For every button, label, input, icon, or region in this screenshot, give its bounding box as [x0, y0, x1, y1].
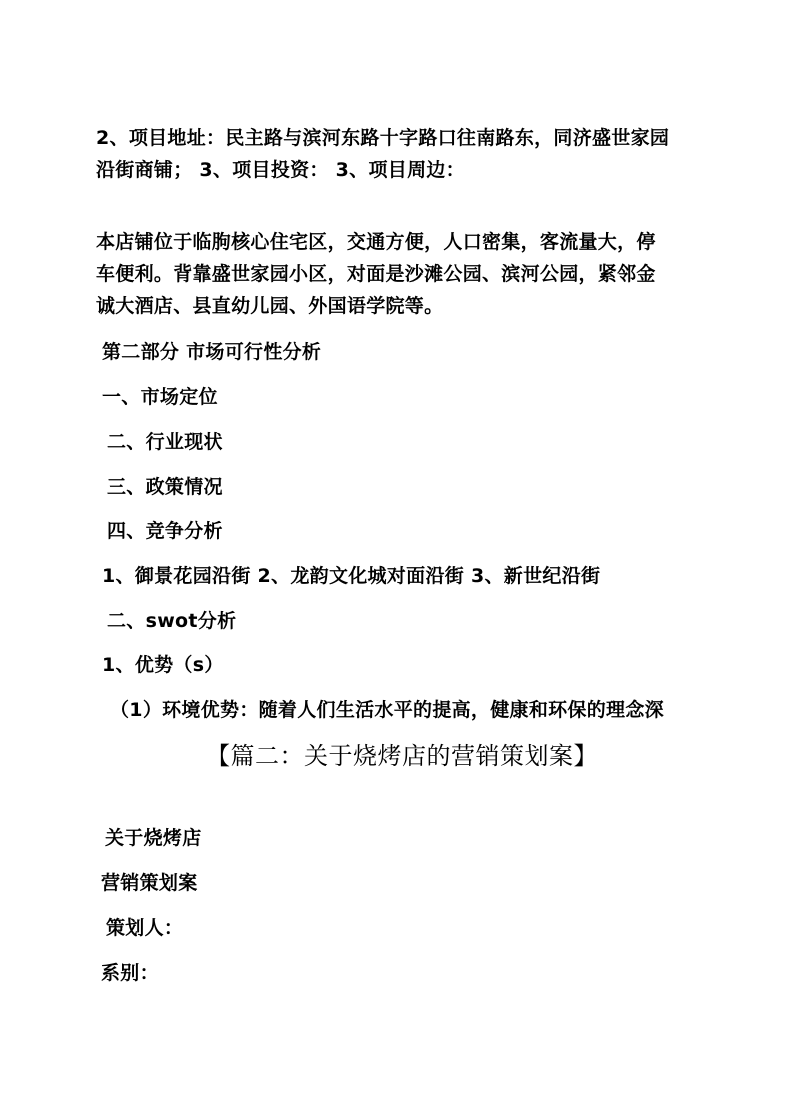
location-paragraph-line-2: 车便利。背靠盛世家园小区，对面是沙滩公园、滨河公园，紧邻金: [96, 263, 656, 285]
swot-heading: 二、swot分析: [107, 610, 237, 632]
industry-status-heading: 二、行业现状: [107, 431, 223, 453]
strengths-heading: 1、优势（s）: [102, 654, 224, 676]
competition-heading: 四、竞争分析: [107, 520, 223, 542]
environment-advantage-line: （1）环境优势：随着人们生活水平的提高，健康和环保的理念深: [110, 699, 664, 721]
section-title: 【篇二：关于烧烤店的营销策划案】: [206, 742, 598, 770]
cover-title-line-2: 营销策划案: [101, 872, 198, 894]
project-address-line-2: 沿街商铺； 3、项目投资： 3、项目周边：: [96, 159, 465, 181]
part-two-heading: 第二部分 市场可行性分析: [102, 341, 322, 363]
location-paragraph-line-1: 本店铺位于临朐核心住宅区，交通方便，人口密集，客流量大，停: [96, 231, 656, 253]
market-position-heading: 一、市场定位: [102, 386, 218, 408]
project-address-line-1: 2、项目地址：民主路与滨河东路十字路口往南路东，同济盛世家园: [96, 127, 670, 149]
planner-label: 策划人：: [106, 917, 184, 939]
department-label: 系别：: [101, 962, 159, 984]
policy-heading: 三、政策情况: [107, 476, 223, 498]
competitors-list: 1、御景花园沿街 2、龙韵文化城对面沿街 3、新世纪沿街: [102, 565, 601, 587]
cover-title-line-1: 关于烧烤店: [105, 827, 202, 849]
location-paragraph-line-3: 诚大酒店、县直幼儿园、外国语学院等。: [96, 295, 444, 317]
